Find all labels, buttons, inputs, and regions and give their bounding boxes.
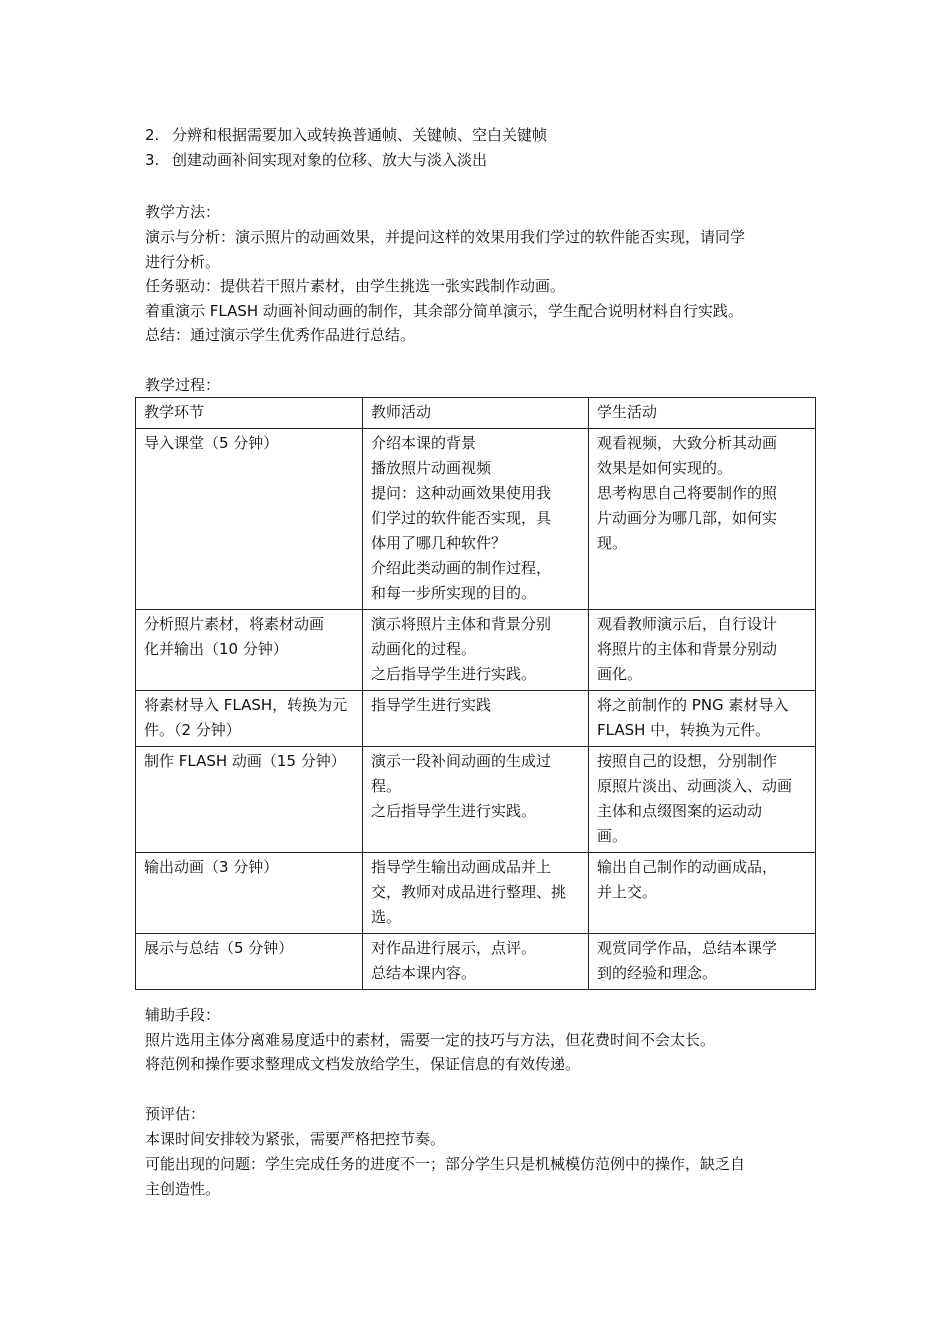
stage-cell bbox=[136, 853, 363, 934]
assessment-heading: 预评估： bbox=[145, 1105, 206, 1123]
cell-text: 选。 bbox=[371, 908, 402, 926]
teacher-cell bbox=[363, 934, 589, 990]
cell-text: 将之前制作的 PNG 素材导入 bbox=[597, 696, 789, 714]
teacher-cell bbox=[363, 429, 589, 610]
student-cell bbox=[589, 747, 816, 853]
process-table bbox=[135, 397, 816, 990]
header-teacher: 教师活动 bbox=[363, 398, 589, 429]
objective-text: 创建动画补间实现对象的位移、放大与淡入淡出 bbox=[172, 151, 488, 169]
cell-text: 画。 bbox=[597, 827, 628, 845]
cell-text: 将照片的主体和背景分别动 bbox=[597, 640, 778, 658]
cell-text: 思考构思自己将要制作的照 bbox=[597, 484, 778, 502]
stage-cell bbox=[136, 610, 363, 691]
cell-text: 画化。 bbox=[597, 665, 643, 683]
cell-text: 件。（2 分钟） bbox=[144, 721, 241, 739]
cell-text: 交，教师对成品进行整理、挑 bbox=[371, 883, 567, 901]
student-cell bbox=[589, 691, 816, 747]
assessment-line: 主创造性。 bbox=[145, 1180, 221, 1198]
cell-text: 演示将照片主体和背景分别 bbox=[371, 615, 552, 633]
objective-number: 3. bbox=[145, 151, 160, 169]
cell-text: 将素材导入 FLASH，转换为元 bbox=[144, 696, 348, 714]
cell-text: 总结本课内容。 bbox=[371, 964, 477, 982]
student-cell bbox=[589, 429, 816, 610]
table-row bbox=[136, 934, 816, 990]
cell-text: 制作 FLASH 动画（15 分钟） bbox=[144, 752, 346, 770]
table-row bbox=[136, 853, 816, 934]
cell-text: 化并输出（10 分钟） bbox=[144, 640, 288, 658]
stage-cell bbox=[136, 691, 363, 747]
cell-text: 体用了哪几种软件？ bbox=[371, 534, 507, 552]
table-header-row bbox=[136, 398, 816, 429]
cell-text: 导入课堂（5 分钟） bbox=[144, 434, 279, 452]
cell-text: 播放照片动画视频 bbox=[371, 459, 492, 477]
stage-cell bbox=[136, 429, 363, 610]
objective-text: 分辨和根据需要加入或转换普通帧、关键帧、空白关键帧 bbox=[172, 126, 548, 144]
assessment-line: 本课时间安排较为紧张，需要严格把控节奏。 bbox=[145, 1130, 446, 1148]
table-row bbox=[136, 429, 816, 610]
cell-text: 之后指导学生进行实践。 bbox=[371, 665, 537, 683]
stage-cell bbox=[136, 934, 363, 990]
cell-text: 动画化的过程。 bbox=[371, 640, 477, 658]
methods-heading: 教学方法： bbox=[145, 203, 221, 221]
methods-line: 总结：通过演示学生优秀作品进行总结。 bbox=[145, 326, 416, 344]
cell-text: 程。 bbox=[371, 777, 402, 795]
cell-text: 展示与总结（5 分钟） bbox=[144, 939, 294, 957]
methods-line: 任务驱动：提供若干照片素材，由学生挑选一张实践制作动画。 bbox=[145, 277, 566, 295]
cell-text: 介绍此类动画的制作过程， bbox=[371, 559, 552, 577]
cell-text: 观赏同学作品，总结本课学 bbox=[597, 939, 778, 957]
teacher-cell bbox=[363, 853, 589, 934]
aids-heading: 辅助手段： bbox=[145, 1006, 221, 1024]
cell-text: 观看视频，大致分析其动画 bbox=[597, 434, 778, 452]
cell-text: 到的经验和理念。 bbox=[597, 964, 718, 982]
cell-text: 现。 bbox=[597, 534, 628, 552]
assessment-line: 可能出现的问题：学生完成任务的进度不一；部分学生只是机械模仿范例中的操作，缺乏自 bbox=[145, 1155, 746, 1173]
methods-line: 着重演示 FLASH 动画补间动画的制作，其余部分简单演示，学生配合说明材料自行实践。 bbox=[145, 302, 743, 320]
cell-text: 提问：这种动画效果使用我 bbox=[371, 484, 552, 502]
cell-text: 按照自己的设想，分别制作 bbox=[597, 752, 778, 770]
objective-item bbox=[145, 148, 487, 173]
table-row bbox=[136, 610, 816, 691]
objective-number: 2. bbox=[145, 126, 160, 144]
table-row bbox=[136, 747, 816, 853]
cell-text: 对作品进行展示，点评。 bbox=[371, 939, 537, 957]
student-cell bbox=[589, 853, 816, 934]
teacher-cell bbox=[363, 691, 589, 747]
aids-line: 照片选用主体分离难易度适中的素材，需要一定的技巧与方法，但花费时间不会太长。 bbox=[145, 1031, 716, 1049]
cell-text: 片动画分为哪几部，如何实 bbox=[597, 509, 778, 527]
cell-text: 效果是如何实现的。 bbox=[597, 459, 733, 477]
aids-line: 将范例和操作要求整理成文档发放给学生，保证信息的有效传递。 bbox=[145, 1055, 581, 1073]
cell-text: 分析照片素材，将素材动画 bbox=[144, 615, 325, 633]
header-stage: 教学环节 bbox=[136, 398, 363, 429]
teacher-cell bbox=[363, 610, 589, 691]
cell-text: 观看教师演示后，自行设计 bbox=[597, 615, 778, 633]
table-row bbox=[136, 691, 816, 747]
objective-item bbox=[145, 123, 547, 148]
cell-text: 指导学生进行实践 bbox=[371, 696, 492, 714]
cell-text: 们学过的软件能否实现，具 bbox=[371, 509, 552, 527]
student-cell bbox=[589, 934, 816, 990]
cell-text: 演示一段补间动画的生成过 bbox=[371, 752, 552, 770]
header-student: 学生活动 bbox=[589, 398, 816, 429]
cell-text: 并上交。 bbox=[597, 883, 658, 901]
cell-text: 主体和点缀图案的运动动 bbox=[597, 802, 763, 820]
methods-line: 进行分析。 bbox=[145, 253, 221, 271]
cell-text: 原照片淡出、动画淡入、动画 bbox=[597, 777, 793, 795]
teacher-cell bbox=[363, 747, 589, 853]
cell-text: 指导学生输出动画成品并上 bbox=[371, 858, 552, 876]
cell-text: 输出动画（3 分钟） bbox=[144, 858, 279, 876]
process-heading: 教学过程： bbox=[145, 376, 221, 394]
student-cell bbox=[589, 610, 816, 691]
cell-text: 输出自己制作的动画成品， bbox=[597, 858, 778, 876]
methods-line: 演示与分析：演示照片的动画效果，并提问这样的效果用我们学过的软件能否实现，请同学 bbox=[145, 228, 746, 246]
cell-text: 和每一步所实现的目的。 bbox=[371, 584, 537, 602]
cell-text: 之后指导学生进行实践。 bbox=[371, 802, 537, 820]
cell-text: FLASH 中，转换为元件。 bbox=[597, 721, 771, 739]
cell-text: 介绍本课的背景 bbox=[371, 434, 477, 452]
stage-cell bbox=[136, 747, 363, 853]
